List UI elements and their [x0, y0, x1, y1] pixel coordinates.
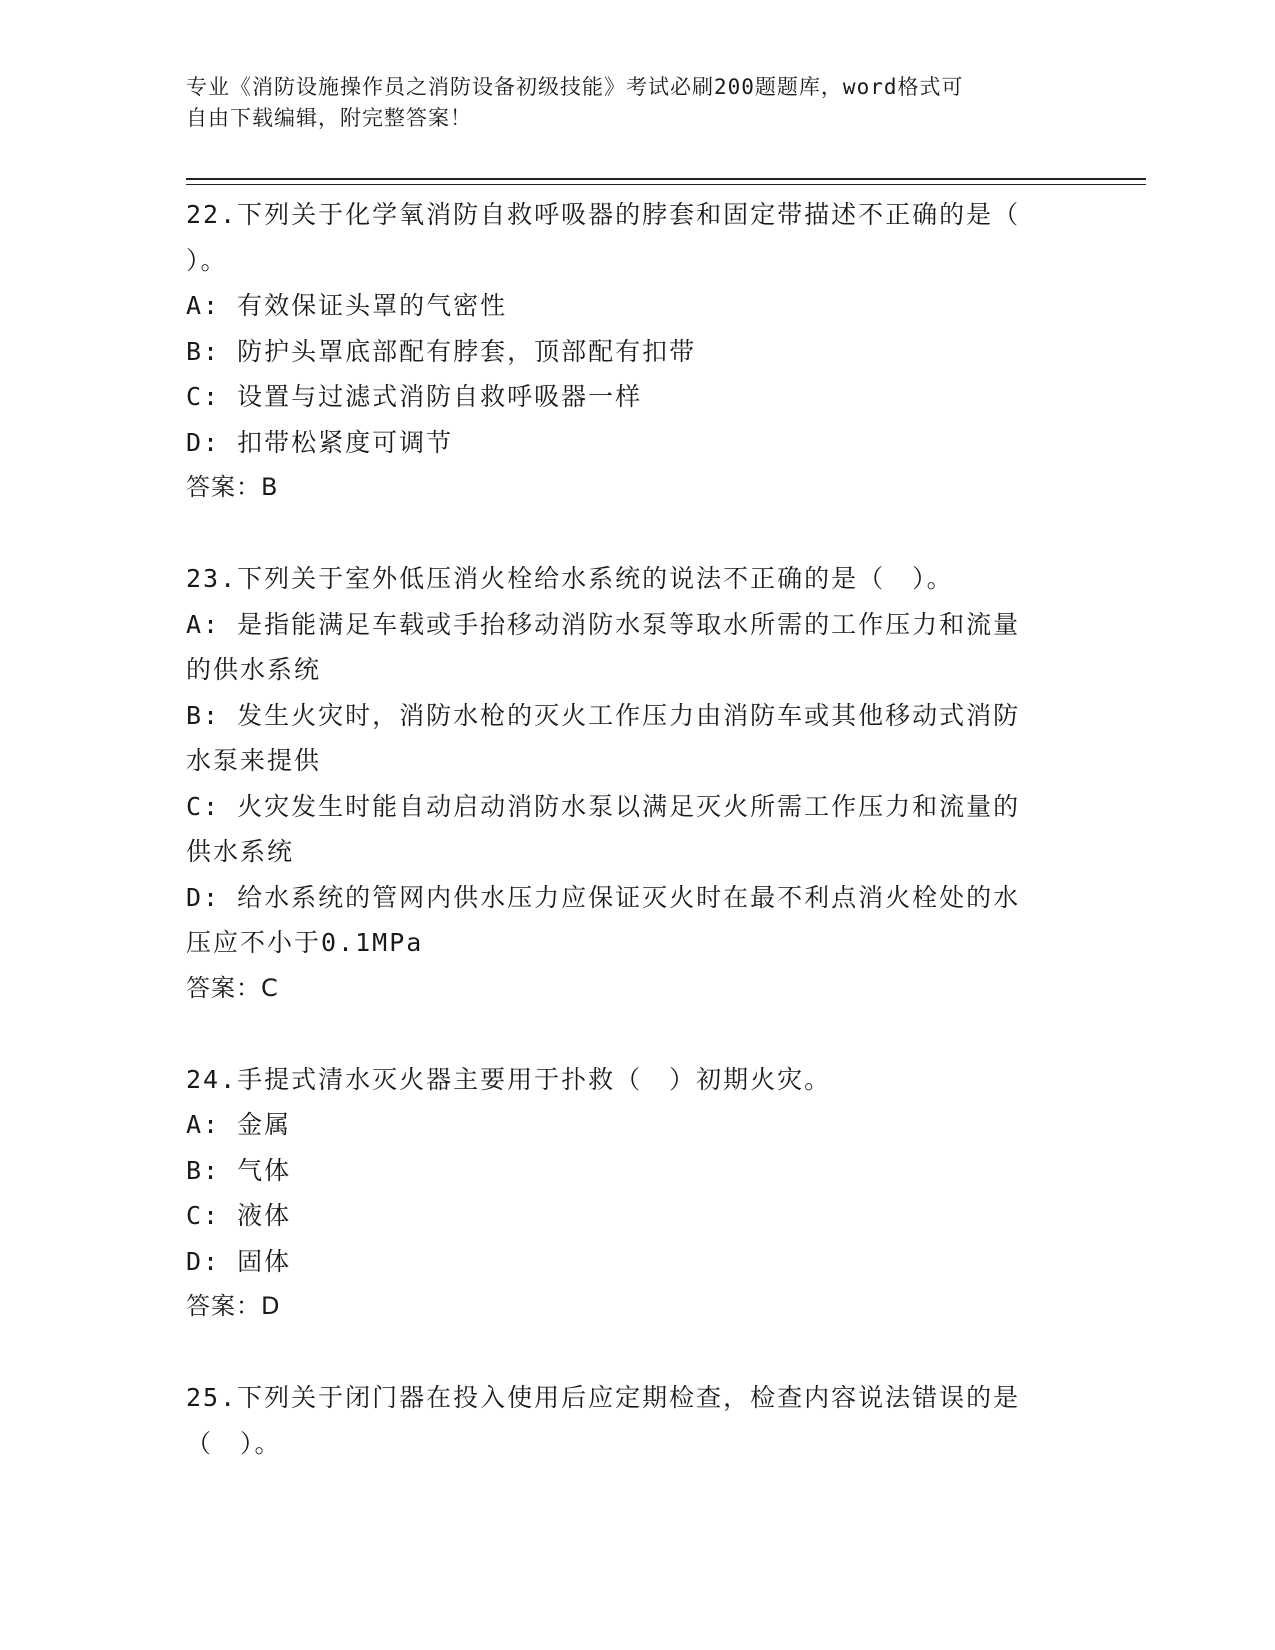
option-a-cont: 的供水系统: [186, 655, 322, 684]
spacer: [186, 1011, 1076, 1057]
header-line-2: 自由下载编辑，附完整答案！: [186, 106, 472, 130]
header-rule-thin: [186, 184, 1146, 185]
option-c: C: 火灾发生时能自动启动消防水泵以满足灭火所需工作压力和流量的: [186, 791, 1021, 821]
question-stem: 23.下列关于室外低压消火栓给水系统的说法不正确的是（ ）。: [186, 564, 954, 593]
option-b-cont: 水泵来提供: [186, 746, 322, 775]
question-23: [186, 556, 1076, 1011]
spacer: [186, 1330, 1076, 1376]
option-b: B: 防护头罩底部配有脖套，顶部配有扣带: [186, 336, 697, 366]
option-d: D: 扣带松紧度可调节: [186, 427, 454, 457]
answer-text: 答案：B: [186, 473, 279, 501]
answer-text: 答案：C: [186, 973, 279, 1002]
question-24: [186, 1057, 1076, 1330]
option-c: C: 设置与过滤式消防自救呼吸器一样: [186, 382, 643, 411]
option-d: D: 固体: [186, 1246, 292, 1276]
option-d: D: 给水系统的管网内供水压力应保证灭火时在最不利点消火栓处的水: [186, 882, 1021, 912]
option-a: A: 有效保证头罩的气密性: [186, 291, 508, 320]
option-a: A: 金属: [186, 1110, 292, 1139]
option-a: A: 是指能满足车载或手抬移动消防水泵等取水所需的工作压力和流量: [186, 609, 1021, 639]
header-rule-thick: [186, 178, 1146, 180]
question-stem: 22.下列关于化学氧消防自救呼吸器的脖套和固定带描述不正确的是（: [186, 200, 1021, 229]
option-b: B: 发生火灾时，消防水枪的灭火工作压力由消防车或其他移动式消防: [186, 700, 1021, 730]
spacer: [186, 511, 1076, 557]
option-d-cont: 压应不小于0.1MPa: [186, 928, 424, 957]
document-header: [186, 72, 1066, 134]
question-stem: 25.下列关于闭门器在投入使用后应定期检查，检查内容说法错误的是: [186, 1383, 1021, 1412]
option-c: C: 液体: [186, 1201, 292, 1230]
question-stem: 24.手提式清水灭火器主要用于扑救（ ）初期火灾。: [186, 1064, 832, 1094]
option-c-cont: 供水系统: [186, 837, 295, 866]
question-22: [186, 192, 1076, 511]
header-line-1: 专业《消防设施操作员之消防设备初级技能》考试必刷200题题库，word格式可: [186, 75, 964, 99]
question-25: [186, 1375, 1076, 1466]
question-stem: （ ）。: [186, 1428, 282, 1458]
answer-text: 答案：D: [186, 1292, 281, 1320]
question-list: [186, 192, 1076, 1466]
question-stem: ）。: [186, 245, 228, 275]
option-b: B: 气体: [186, 1155, 292, 1185]
